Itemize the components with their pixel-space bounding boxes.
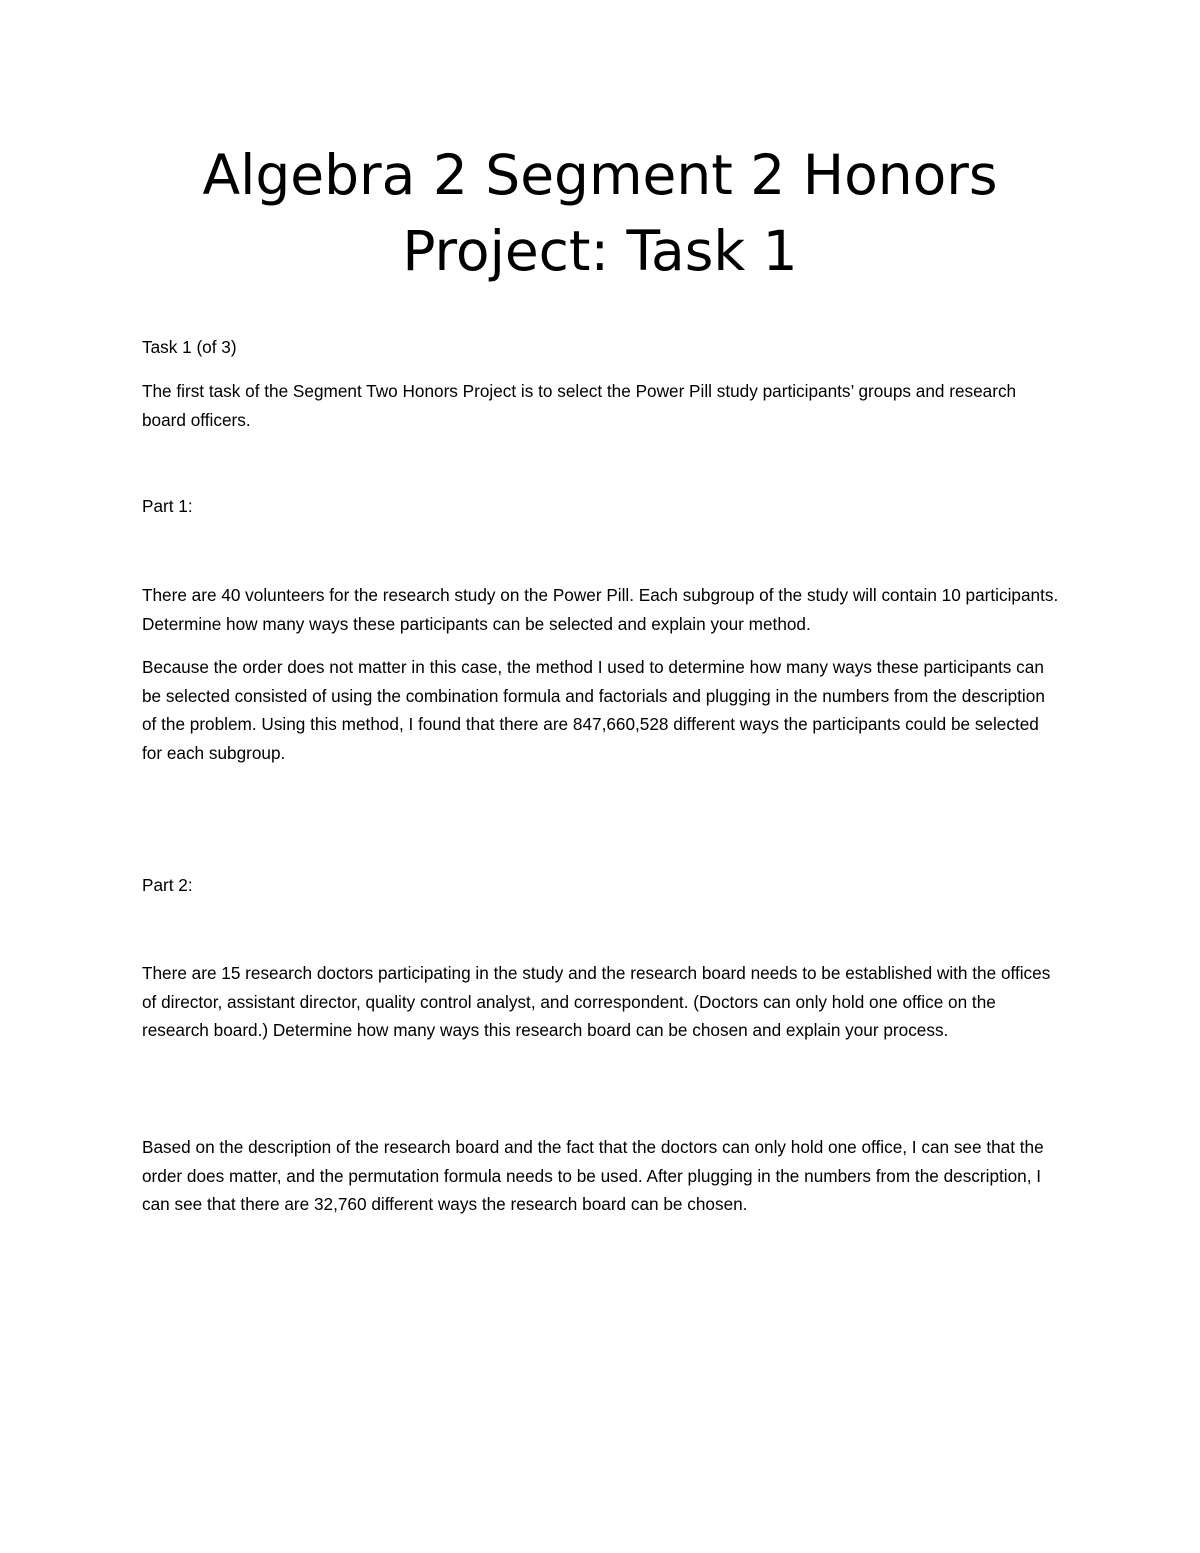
part-2-heading: Part 2: <box>142 875 193 895</box>
part-2-question: There are 15 research doctors participating in the study and the research board needs to be established with the offices of director, assistant director, quality control analyst, and correspondent. (Doctors can only hold one office on the research board.) Determine how many ways this research board can be chosen and explain your process. <box>142 963 1051 1041</box>
part-1-heading: Part 1: <box>142 496 193 516</box>
part-1-question: There are 40 volunteers for the research study on the Power Pill. Each subgroup of the study will contain 10 participants. Determine how many ways these participants can be selected and explain your method. <box>142 585 1059 634</box>
part-1-answer: Because the order does not matter in this case, the method I used to determine how many ways these participants can be selected consisted of using the combination formula and factorials and plugging in the numbers from the description of the problem. Using this method, I found that there are 847,660,528 different ways the participants could be selected for each subgroup. <box>142 657 1045 763</box>
part-2-answer: Based on the description of the research board and the fact that the doctors can only hold one office, I can see that the order does matter, and the permutation formula needs to be used. After plugging in the numbers from the description, I can see that there are 32,760 different ways the research board can be chosen. <box>142 1137 1044 1215</box>
document-title-line-1: Algebra 2 Segment 2 Honors <box>202 143 998 207</box>
intro-paragraph: The first task of the Segment Two Honors Project is to select the Power Pill study participants’ groups and research board officers. <box>142 381 1017 430</box>
document-title-line-2: Project: Task 1 <box>402 219 798 283</box>
task-label: Task 1 (of 3) <box>142 337 237 357</box>
